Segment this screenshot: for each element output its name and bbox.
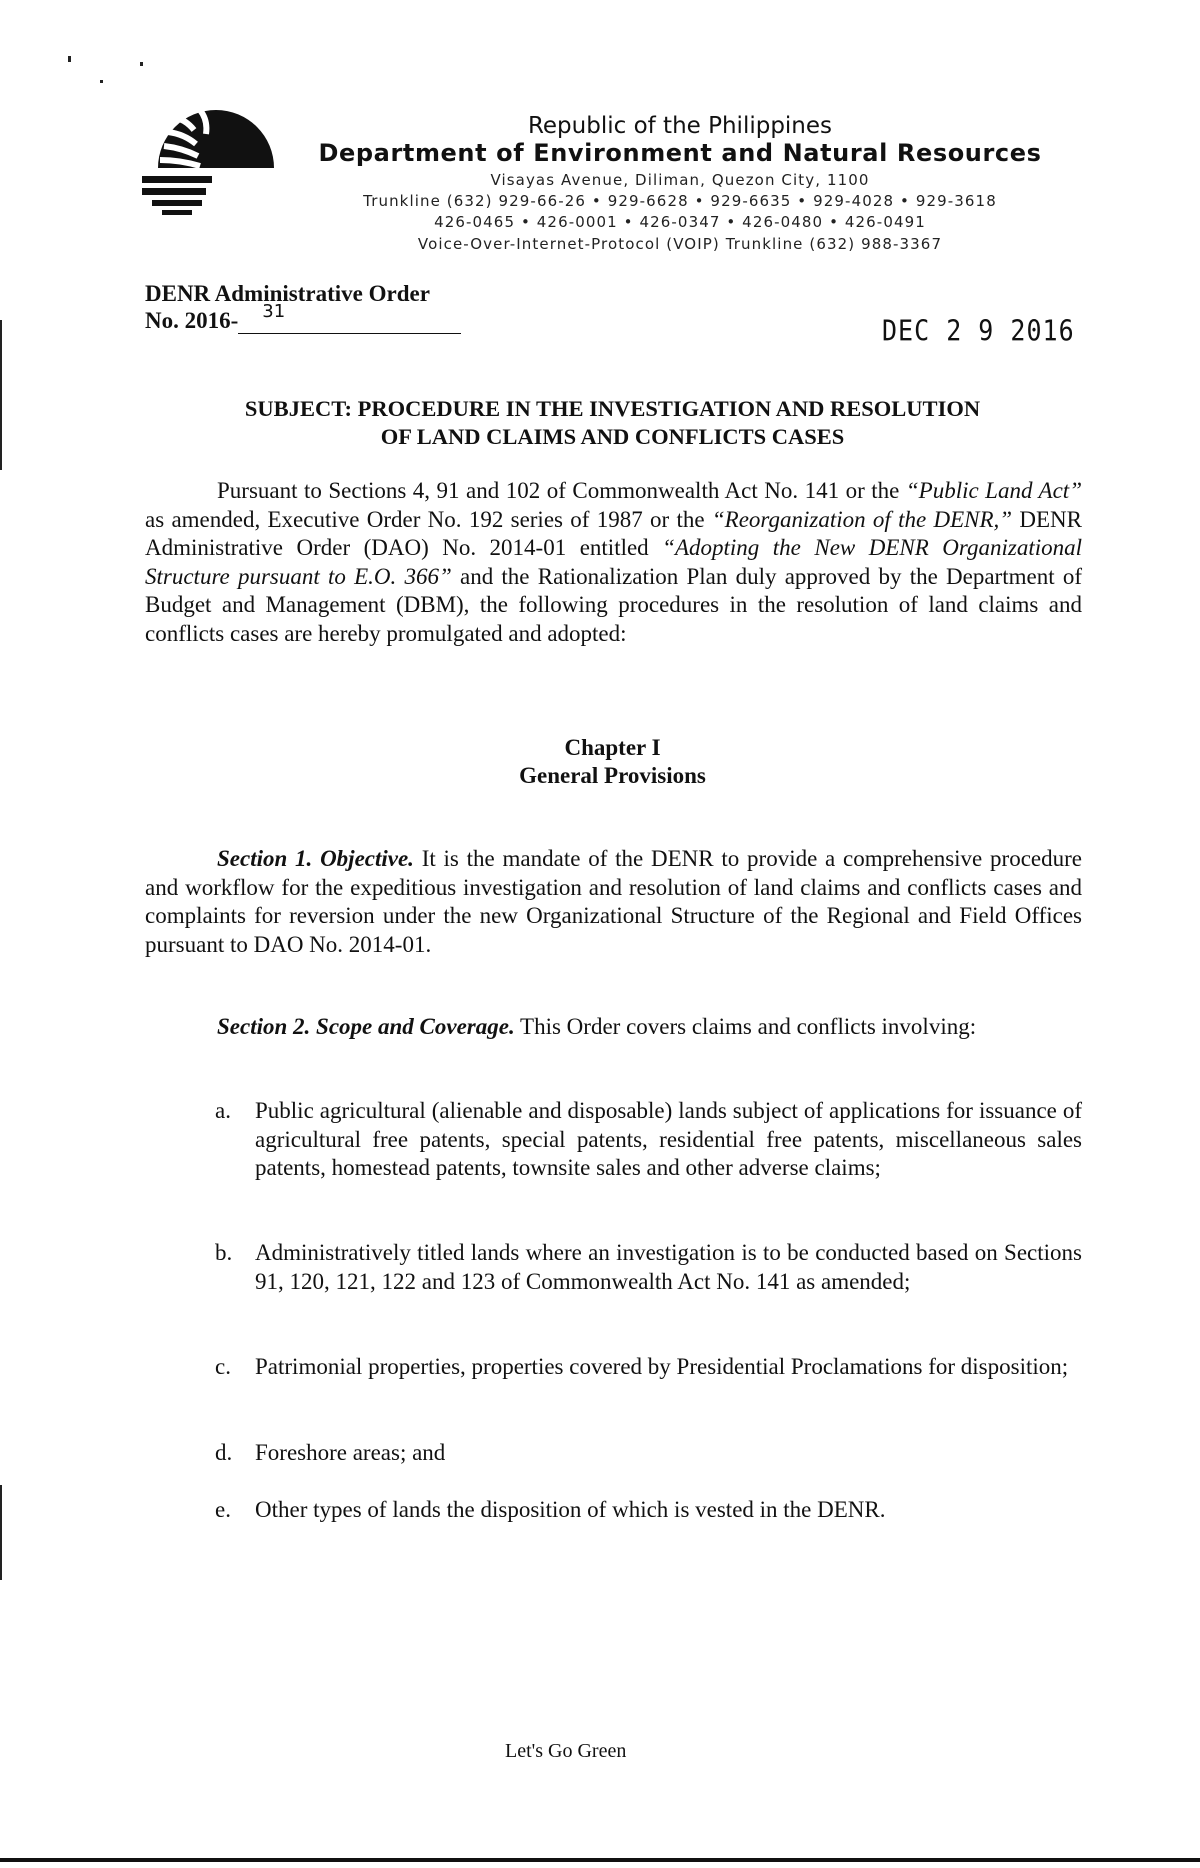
section-2-paragraph [145, 1013, 1082, 1042]
list-item [215, 1496, 1082, 1525]
preamble-text: as amended, Executive Order No. 192 series of 1987 or the [145, 506, 712, 532]
section-1-paragraph [145, 845, 1082, 959]
list-item-marker: c. [215, 1354, 231, 1379]
list-item-text: Foreshore areas; and [255, 1440, 446, 1465]
list-item-marker: e. [215, 1497, 231, 1522]
denr-logo-icon [138, 90, 274, 218]
letterhead-department: Department of Environment and Natural Resources [318, 139, 1042, 167]
section-2-body: This Order covers claims and conflicts involving: [514, 1014, 977, 1039]
preamble-text: Pursuant to Sections 4, 91 and 102 of Commonwealth Act No. 141 or the [217, 478, 906, 503]
scan-speck [68, 56, 71, 62]
preamble-italic-dao-title: “Adopting the New DENR Organizational Structure pursuant to E.O. 366” [145, 535, 1082, 589]
list-item [215, 1239, 1082, 1296]
order-number-prefix: No. 2016- [145, 308, 239, 333]
subject-line-2: OF LAND CLAIMS AND CONFLICTS CASES [380, 424, 845, 449]
order-number [145, 301, 461, 334]
preamble-italic-reorganization: “Reorganization of the DENR,” [711, 506, 1013, 532]
section-1-body: It is the mandate of the DENR to provide a comprehensive procedure and workflow for the expeditious investigation and resolution of land claims and conflicts cases and complaints for reversion under the new Organizational Structure of the Regional and Field Offices pursuant to DAO No. 2014-01. [145, 846, 1082, 957]
footer-slogan: Let's Go Green [505, 1740, 627, 1762]
chapter-subtitle: General Provisions [519, 763, 706, 788]
order-label: DENR Administrative Order [145, 281, 430, 306]
scan-edge-mark [0, 1485, 2, 1580]
list-item-text: Patrimonial properties, properties covered by Presidential Proclamations for disposition; [255, 1354, 1069, 1379]
order-number-value: 31 [262, 301, 286, 322]
preamble-text: DENR Administrative Order (DAO) No. 2014-01 entitled [145, 506, 1082, 560]
scan-speck [140, 62, 143, 66]
list-item-marker: b. [215, 1240, 233, 1265]
section-1-heading: Section 1. Objective. [217, 846, 414, 871]
list-item-text: Other types of lands the disposition of which is vested in the DENR. [255, 1497, 886, 1522]
subject-line-1: SUBJECT: PROCEDURE IN THE INVESTIGATION AND RESOLUTION [244, 396, 981, 421]
preamble-text: and the Rationalization Plan duly approved by the Department of Budget and Management (DBM), the following procedures in the resolution of land claims and conflicts cases are hereby promulgated and adopted: [145, 563, 1082, 646]
list-item [215, 1353, 1082, 1382]
list-item [215, 1439, 1082, 1468]
scan-speck [100, 80, 103, 83]
preamble-paragraph [145, 477, 1082, 648]
scan-bottom-border [0, 1858, 1200, 1862]
letterhead-address: Visayas Avenue, Diliman, Quezon City, 1100 [490, 171, 870, 189]
list-item-marker: a. [215, 1098, 231, 1123]
chapter-title: Chapter I [564, 735, 661, 760]
list-item-text: Public agricultural (alienable and disposable) lands subject of applications for issuance of agricultural free patents, special patents, residential free patents, miscellaneous sales patents, homestead patents, townsite sales and other adverse claims; [255, 1098, 1082, 1180]
letterhead-republic: Republic of the Philippines [527, 113, 833, 139]
section-2-heading: Section 2. Scope and Coverage. [217, 1014, 515, 1039]
letterhead-voip: Voice-Over-Internet-Protocol (VOIP) Trunkline (632) 988-3367 [417, 235, 943, 253]
preamble-italic-public-land-act: “Public Land Act” [905, 478, 1082, 503]
list-item-text: Administratively titled lands where an investigation is to be conducted based on Sections 91, 120, 121, 122 and 123 of Commonwealth Act No. 141 as amended; [255, 1240, 1082, 1294]
letterhead-numbers: 426-0465 • 426-0001 • 426-0347 • 426-0480 • 426-0491 [434, 213, 926, 231]
date-stamp: DEC 2 9 2016 [882, 313, 1075, 348]
scan-edge-mark [0, 320, 2, 470]
order-number-line [238, 301, 461, 334]
list-item [215, 1097, 1082, 1183]
list-item-marker: d. [215, 1440, 233, 1465]
letterhead-trunkline: Trunkline (632) 929-66-26 • 929-6628 • 929-6635 • 929-4028 • 929-3618 [363, 192, 997, 210]
